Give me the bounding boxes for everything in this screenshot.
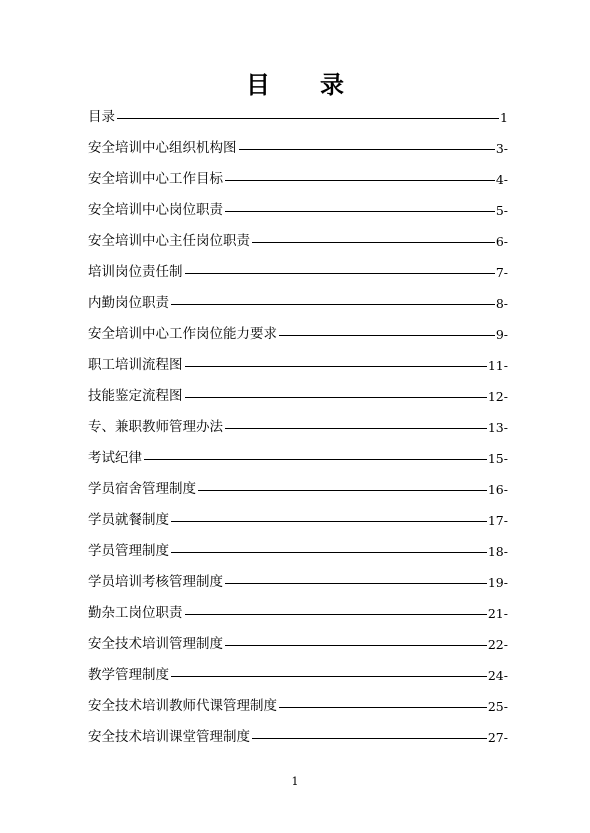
toc-page-number: 18- (487, 544, 508, 559)
toc-row[interactable] (88, 257, 508, 288)
toc-leader (144, 459, 487, 460)
toc-entry[interactable] (88, 474, 508, 505)
toc-entry[interactable] (88, 536, 508, 567)
toc-leader (171, 552, 487, 553)
toc-entry[interactable] (88, 164, 508, 195)
toc-page-number: 22- (487, 637, 508, 652)
toc-label: 培训岗位责任制 (88, 264, 183, 280)
toc-label: 安全培训中心主任岗位职责 (88, 233, 250, 249)
toc-page-number: 17- (487, 513, 508, 528)
toc-label: 学员培训考核管理制度 (88, 574, 223, 590)
toc-page-number: 4- (495, 172, 508, 187)
toc-leader (225, 211, 495, 212)
toc-page-number: 3- (495, 141, 508, 156)
toc-entry[interactable] (88, 412, 508, 443)
toc-leader (171, 521, 487, 522)
toc-page-number: 7- (495, 265, 508, 280)
toc-leader (252, 738, 487, 739)
toc-label: 技能鉴定流程图 (88, 388, 183, 404)
page-title: 目录 (246, 70, 394, 99)
toc-entry[interactable] (88, 443, 508, 474)
toc-label: 职工培训流程图 (88, 357, 183, 373)
toc-entry[interactable] (88, 350, 508, 381)
toc-leader (117, 118, 499, 119)
toc-entry[interactable] (88, 691, 508, 722)
toc-row[interactable] (88, 102, 508, 133)
toc-leader (198, 490, 487, 491)
toc-row[interactable] (88, 195, 508, 226)
table-of-contents (88, 102, 508, 753)
toc-leader (225, 180, 495, 181)
toc-entry[interactable] (88, 226, 508, 257)
toc-leader (239, 149, 495, 150)
toc-label: 目录 (88, 109, 115, 125)
toc-row[interactable] (88, 505, 508, 536)
toc-entry[interactable] (88, 381, 508, 412)
toc-row[interactable] (88, 691, 508, 722)
toc-page-number: 5- (495, 203, 508, 218)
toc-label: 教学管理制度 (88, 667, 169, 683)
toc-entry[interactable] (88, 660, 508, 691)
toc-label: 内勤岗位职责 (88, 295, 169, 311)
toc-page-number: 16- (487, 482, 508, 497)
toc-label: 安全技术培训管理制度 (88, 636, 223, 652)
toc-page-number: 6- (495, 234, 508, 249)
footer-page-number: 1 (291, 775, 299, 788)
toc-entry[interactable] (88, 319, 508, 350)
toc-row[interactable] (88, 660, 508, 691)
toc-label: 安全技术培训教师代课管理制度 (88, 698, 277, 714)
toc-leader (252, 242, 495, 243)
toc-leader (225, 645, 487, 646)
toc-label: 学员就餐制度 (88, 512, 169, 528)
toc-page-number: 15- (487, 451, 508, 466)
toc-entry[interactable] (88, 722, 508, 753)
toc-entry[interactable] (88, 567, 508, 598)
toc-label: 学员宿舍管理制度 (88, 481, 196, 497)
toc-row[interactable] (88, 536, 508, 567)
toc-row[interactable] (88, 722, 508, 753)
toc-label: 勤杂工岗位职责 (88, 605, 183, 621)
toc-leader (185, 273, 495, 274)
toc-entry[interactable] (88, 133, 508, 164)
toc-row[interactable] (88, 164, 508, 195)
toc-page-number: 21- (487, 606, 508, 621)
toc-leader (171, 676, 487, 677)
toc-label: 专、兼职教师管理办法 (88, 419, 223, 435)
toc-label: 安全技术培训课堂管理制度 (88, 729, 250, 745)
toc-leader (185, 614, 487, 615)
toc-row[interactable] (88, 319, 508, 350)
toc-page-number: 13- (487, 420, 508, 435)
toc-row[interactable] (88, 226, 508, 257)
toc-page-number: 27- (487, 730, 508, 745)
toc-leader (225, 583, 487, 584)
toc-page-number: 24- (487, 668, 508, 683)
toc-row[interactable] (88, 381, 508, 412)
toc-row[interactable] (88, 598, 508, 629)
toc-leader (171, 304, 495, 305)
toc-page-number: 11- (487, 358, 508, 373)
toc-entry[interactable] (88, 598, 508, 629)
toc-row[interactable] (88, 443, 508, 474)
toc-page-number: 25- (487, 699, 508, 714)
toc-row[interactable] (88, 350, 508, 381)
toc-row[interactable] (88, 133, 508, 164)
toc-leader (279, 335, 495, 336)
toc-entry[interactable] (88, 102, 508, 133)
toc-entry[interactable] (88, 629, 508, 660)
toc-row[interactable] (88, 474, 508, 505)
toc-label: 学员管理制度 (88, 543, 169, 559)
toc-leader (185, 366, 487, 367)
toc-entry[interactable] (88, 288, 508, 319)
toc-entry[interactable] (88, 257, 508, 288)
toc-page-number: 8- (495, 296, 508, 311)
toc-label: 考试纪律 (88, 450, 142, 466)
toc-label: 安全培训中心工作目标 (88, 171, 223, 187)
toc-page-number: 19- (487, 575, 508, 590)
toc-leader (225, 428, 487, 429)
toc-page-number: 1 (500, 110, 508, 125)
toc-row[interactable] (88, 412, 508, 443)
toc-row[interactable] (88, 288, 508, 319)
toc-entry[interactable] (88, 505, 508, 536)
toc-page-number: 9- (495, 327, 508, 342)
toc-row[interactable] (88, 629, 508, 660)
toc-page-number: 12- (487, 389, 508, 404)
toc-leader (185, 397, 487, 398)
toc-entry[interactable] (88, 195, 508, 226)
toc-label: 安全培训中心组织机构图 (88, 140, 237, 156)
toc-leader (279, 707, 487, 708)
toc-label: 安全培训中心岗位职责 (88, 202, 223, 218)
toc-row[interactable] (88, 567, 508, 598)
toc-label: 安全培训中心工作岗位能力要求 (88, 326, 277, 342)
